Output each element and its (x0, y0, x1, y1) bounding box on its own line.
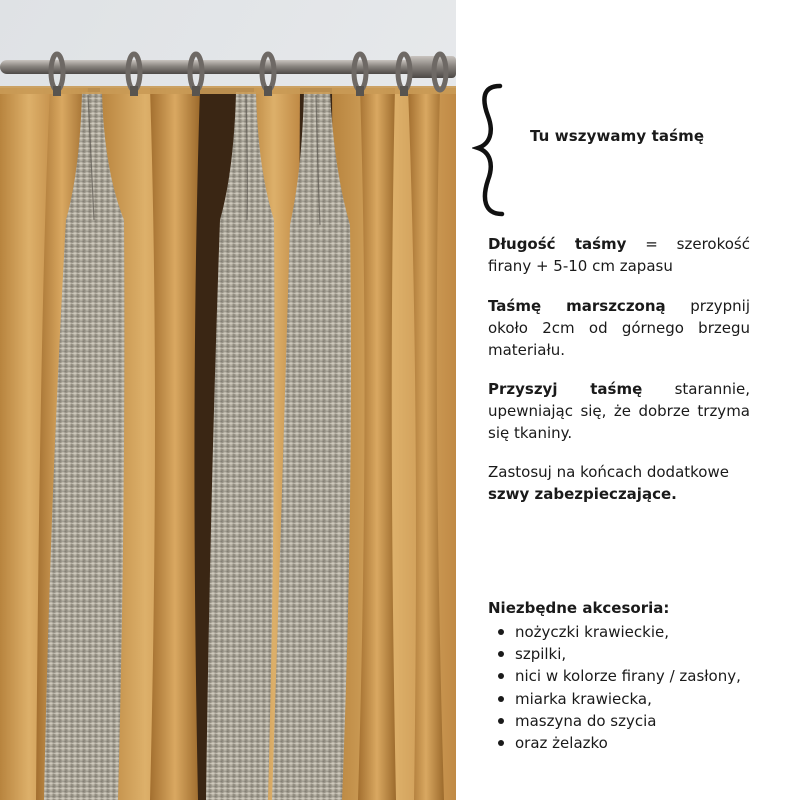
accessories-title: Niezbędne akcesoria: (488, 599, 670, 617)
curly-brace-icon (472, 80, 512, 220)
accessories-list (488, 621, 778, 754)
secure-seams-rest: Zastosuj na końcach dodatkowe (488, 463, 729, 481)
list-item: nici w kolorze firany / zasłony, (488, 665, 778, 687)
pleat-heads (0, 86, 456, 94)
list-item: miarka krawiecka, (488, 688, 778, 710)
list-item: nożyczki krawieckie, (488, 621, 778, 643)
secure-seams-bold: szwy zabezpieczające. (488, 485, 677, 503)
tape-length-text (488, 233, 750, 277)
pin-tape-bold: Taśmę marszczoną (488, 297, 666, 315)
secure-seams-text (488, 461, 750, 505)
pin-tape-text (488, 295, 750, 361)
brace-caption: Tu wszywamy taśmę (530, 127, 705, 145)
tape-length-rest: = szerokość firany + 5-10 cm zapasu (488, 235, 750, 275)
sew-tape-rest: starannie, upewniając się, że dobrze trzyma się tkaniny. (488, 380, 750, 442)
list-item: oraz żelazko (488, 732, 778, 754)
tape-length-bold: Długość taśmy (488, 235, 627, 253)
sew-tape-bold: Przyszyj taśmę (488, 380, 643, 398)
list-item: maszyna do szycia (488, 710, 778, 732)
curtain-rod-icon (0, 60, 456, 74)
pin-tape-rest: przypnij około 2cm od górnego brzegu materiału. (488, 297, 750, 359)
sew-tape-text (488, 378, 750, 444)
list-item: szpilki, (488, 643, 778, 665)
